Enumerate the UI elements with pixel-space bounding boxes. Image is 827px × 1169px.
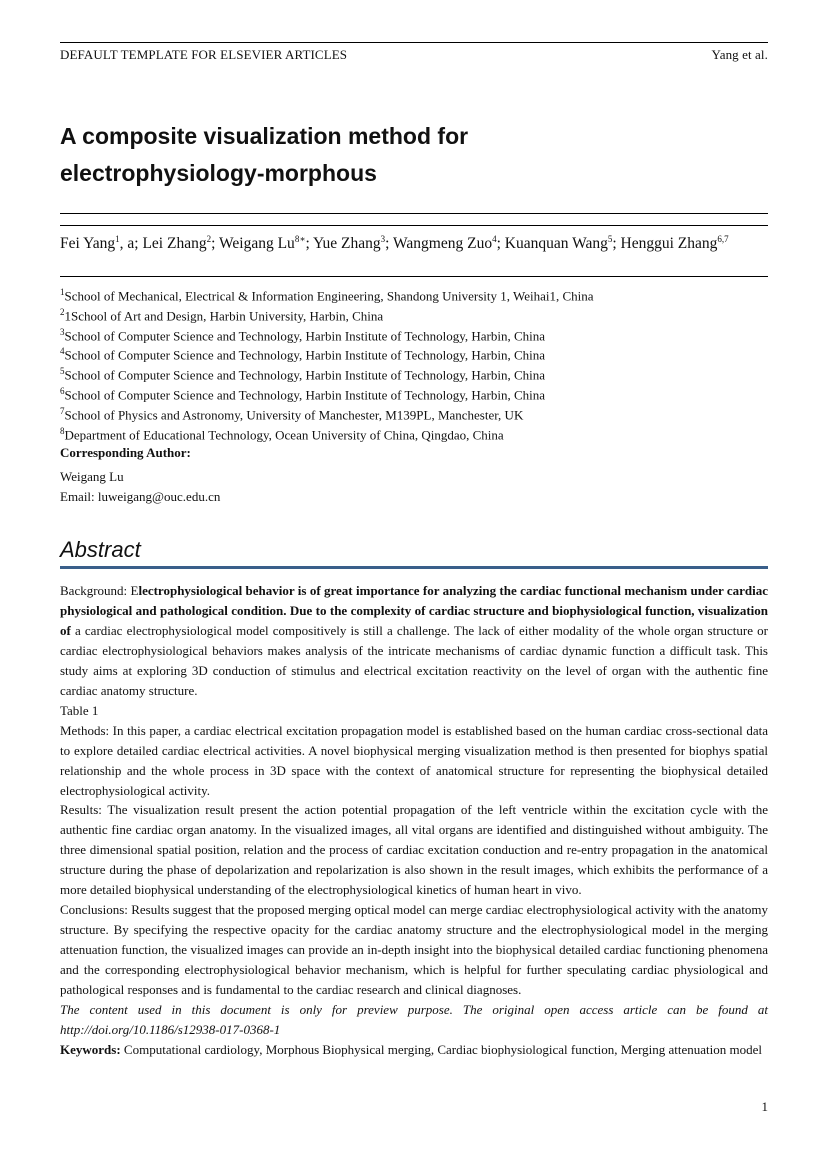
author: Kuanquan Wang$^5$; [504, 234, 621, 253]
corresponding-email[interactable]: Email: luweigang@ouc.edu.cn [60, 488, 221, 504]
journal-template-label: DEFAULT TEMPLATE FOR ELSEVIER ARTICLES [60, 47, 348, 62]
affiliation: $^5$School of Computer Science and Technology, Harbin Institute of Technology, Harbin, China [60, 366, 546, 383]
table-label: Table 1 [60, 702, 99, 718]
page-number: 1 [761, 1099, 768, 1114]
abstract-background: Background: Electrophysiological behavior is of great importance for analyzing the cardiac functional mechanism under cardiac physiological and pathological condition. Due to the complexity of cardiac structure and biophysiological function, visualization of a cardiac electrophysiological model compositively is still a challenge. The lack of either modality of the whole organ structure or cardiac electrophysiological behaviors makes analysis of the intricate mechanisms of cardiac dynamic function a difficult task. This study aims at exploring 3D conduction of stimulus and electrical excitation reactivity on the level of organ with the authentic fine cardiac anatomy structure. [60, 583, 769, 698]
affiliation: $^6$School of Computer Science and Technology, Harbin Institute of Technology, Harbin, China [60, 385, 546, 403]
author: Fei Yang$^1$, a; [60, 234, 143, 253]
author: Lei Zhang$^2$; [142, 234, 219, 253]
abstract-heading: Abstract [60, 537, 141, 562]
abstract-results: Results: The visualization result present the action potential propagation of the left ventricle within the excitation cycle with the authentic fine cardiac organ anatomy. In the visualized images, all vital organs are identified and distinguished without ambiguity. The three dimensional spatial position, relation and the process of cardiac excitation conduction and re-entry propagation in the anatomical structure during the phase of depolarization and repolarization is also shown in the result images, which exhibits the performance of a more detailed biophysical understanding of the electrophysiological kinetics of human heart in vivo. [60, 802, 768, 898]
preview-note: The content used in this document is only for preview purpose. The original open access article can be found at http://doi.org/10.1186/s12938-017-0368-1 [60, 1002, 768, 1037]
author: Henggui Zhang$^{6,7}$ [620, 234, 729, 253]
author: Wangmeng Zuo$^4$; [393, 234, 505, 253]
title-rule-bottom [60, 225, 768, 226]
author-rule [60, 276, 768, 277]
affiliation: $^8$Department of Educational Technology, Ocean University of China, Qingdao, China [60, 425, 504, 442]
affiliation: $^1$School of Mechanical, Electrical & Information Engineering, Shandong University 1, Weihai1, China [60, 287, 594, 304]
affiliation: $^7$School of Physics and Astronomy, University of Manchester, M139PL, Manchester, UK [60, 405, 524, 423]
abstract-conclusions: Conclusions: Results suggest that the proposed merging optical model can merge cardiac electrophysiological activity with the anatomy structure. By specifying the respective opacity for the cardiac anatomy structure and the electrophysiological model in the merging attenuation function, the visualized images can provide an in-depth insight into the biophysical detailed cardiac functioning phenomena and the corresponding electrophysiological behavior mechanism, which is helpful for further speculating cardiac physiological and pathological responses and is fundamental to the cardiac research and clinical diagnoses. [60, 902, 768, 998]
paper-title [60, 118, 768, 192]
title-line: electrophysiology-morphous [60, 160, 377, 186]
title-rule-top [60, 213, 768, 214]
abstract-methods: Methods: In this paper, a cardiac electrical excitation propagation model is established based on the human cardiac cross-sectional data to explore detailed cardiac electrical activities. A novel biophysical merging visualization method is then presented for biophys spatial relationship and the whole process in 3D space with the context of anatomical structure for representing the biophysical detailed electrophysiological activity. [60, 722, 768, 798]
running-header [60, 42, 768, 63]
corresponding-heading: Corresponding Author: [60, 445, 191, 460]
abstract-body [60, 581, 768, 1060]
corresponding-name: Weigang Lu [60, 468, 124, 484]
running-author: Yang et al. [711, 47, 768, 62]
abstract-rule [60, 566, 768, 569]
title-line: A composite visualization method for [60, 123, 469, 149]
corresponding-author-block [60, 443, 768, 506]
author: Yue Zhang$^3$; [313, 234, 394, 253]
affiliation: $^3$School of Computer Science and Technology, Harbin Institute of Technology, Harbin, China [60, 326, 546, 343]
affiliation: $^2$1School of Art and Design, Harbin University, Harbin, China [60, 306, 384, 324]
author-list [60, 230, 768, 253]
author: Weigang $Lu^{8∗}$; [219, 234, 314, 253]
keywords: Keywords: Computational cardiology, Morphous Biophysical merging, Cardiac biophysiological function, Merging attenuation model [60, 1041, 763, 1057]
affiliation: $^4$School of Computer Science and Technology, Harbin Institute of Technology, Harbin, China [60, 346, 546, 363]
affiliation-list [60, 283, 768, 441]
